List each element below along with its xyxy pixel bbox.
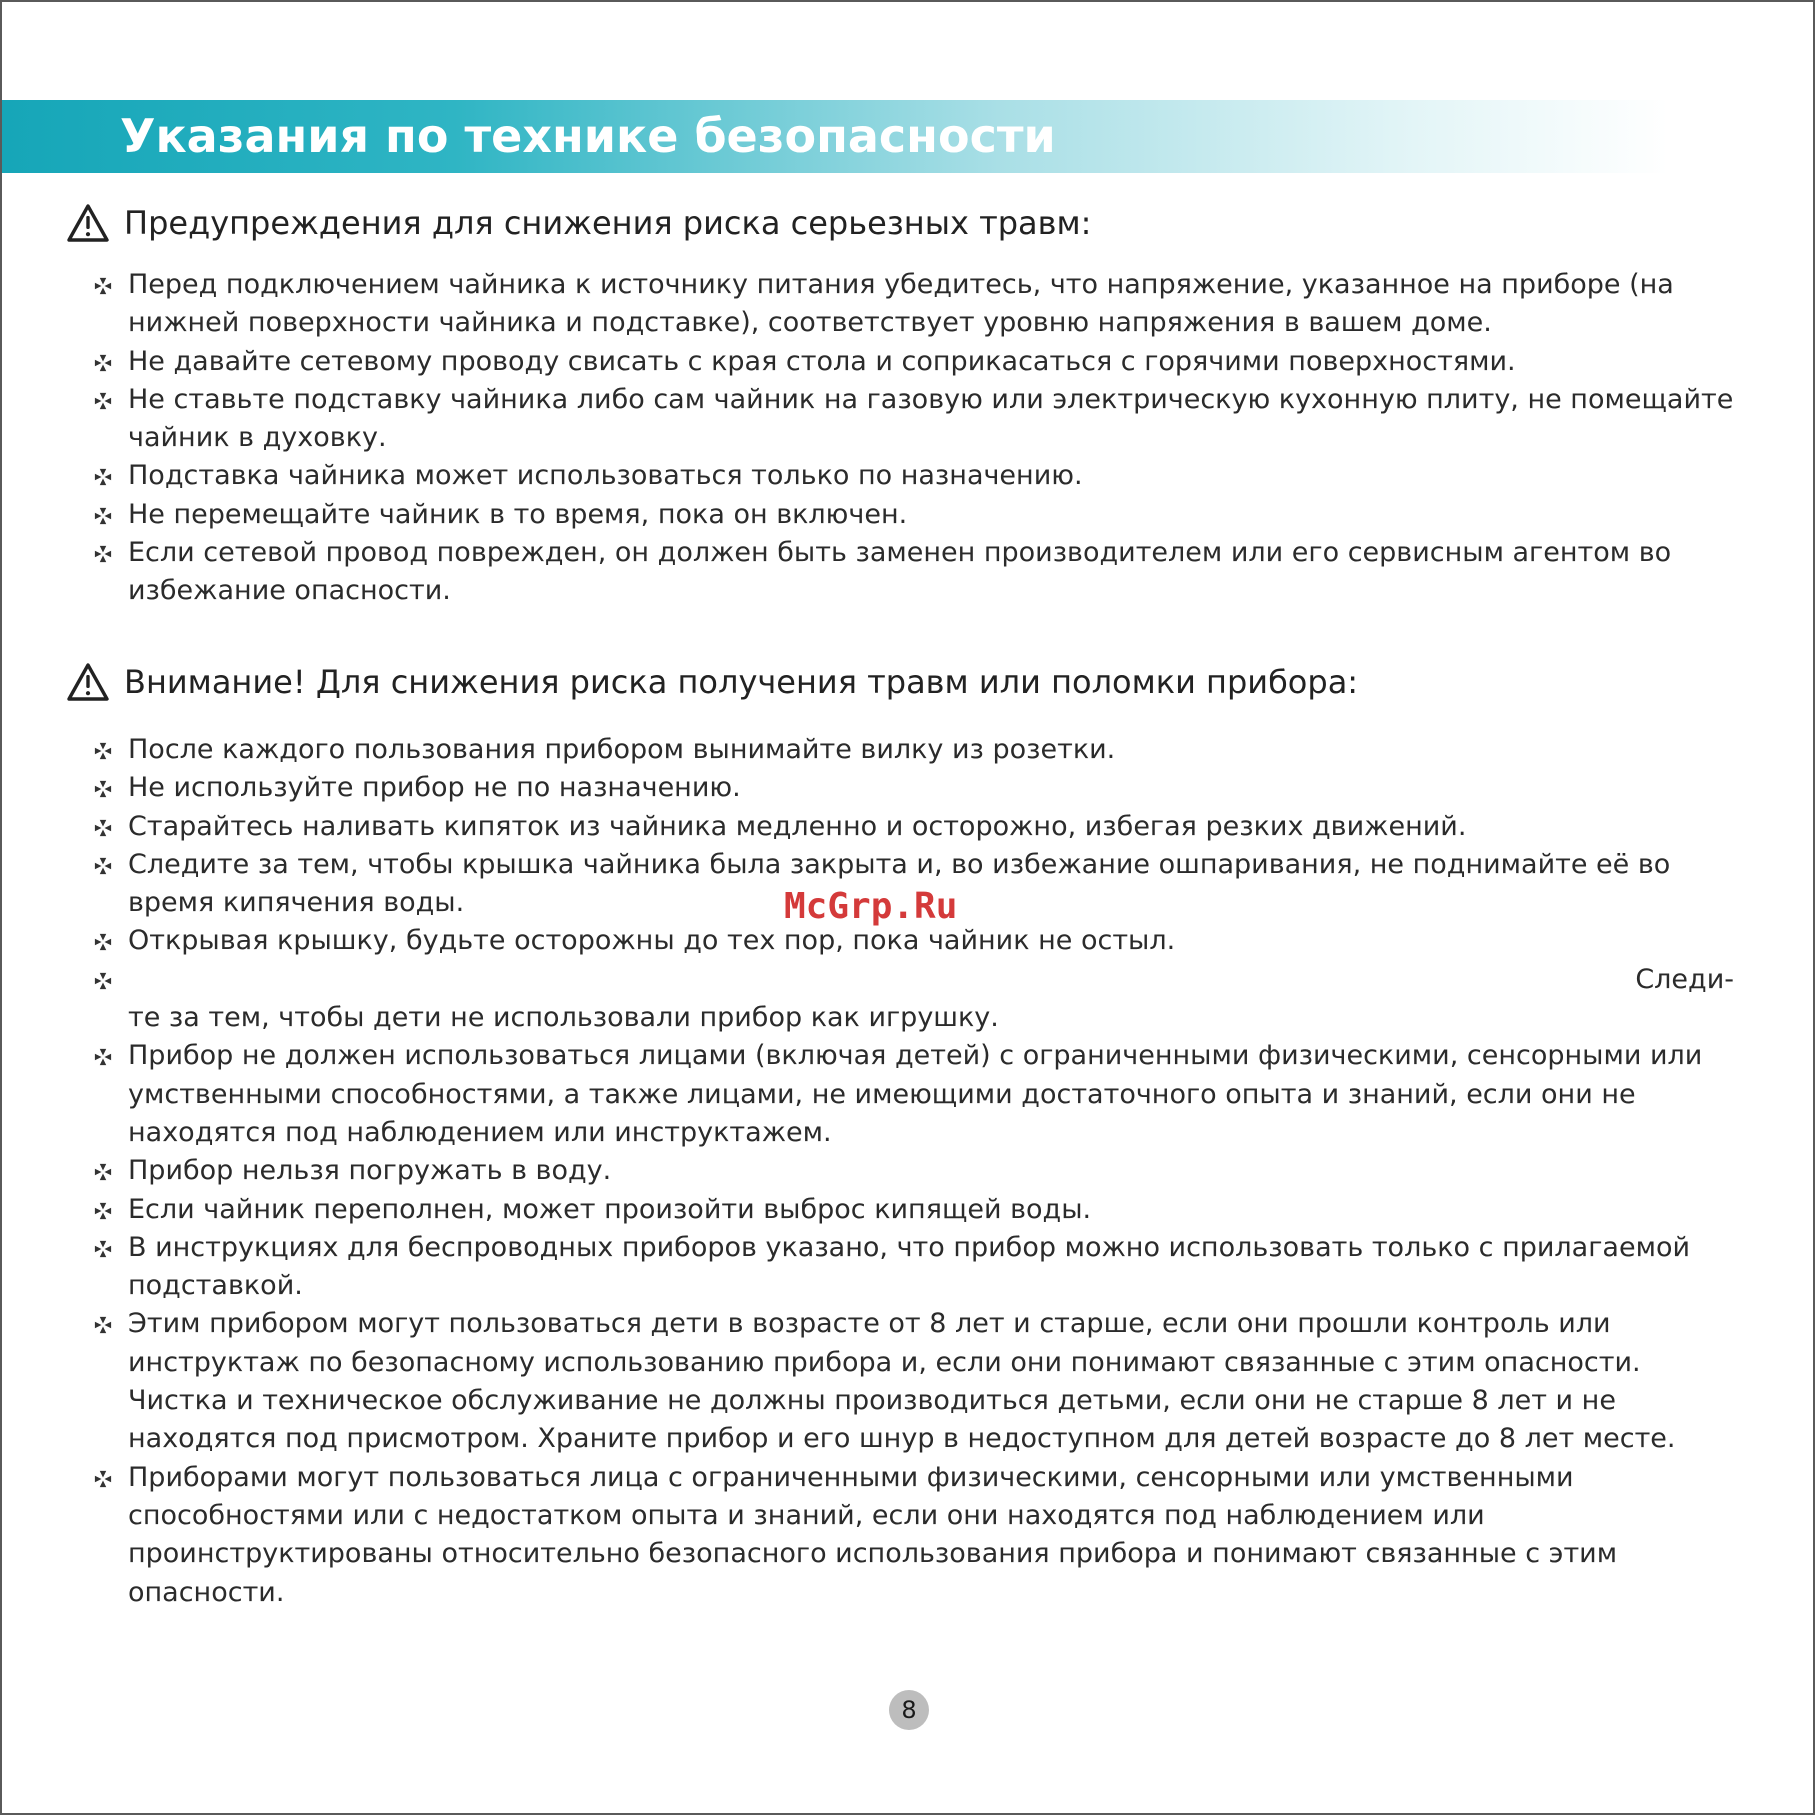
maltese-cross-icon <box>94 507 112 525</box>
section-heading-text: Внимание! Для снижения риска получения травм или поломки прибора: <box>124 663 1359 701</box>
list-item: Старайтесь наливать кипяток из чайника медленно и осторожно, избегая резких движений. <box>94 808 1734 846</box>
section-heading-warnings <box>66 203 1091 243</box>
list-item: Не перемещайте чайник в то время, пока он включен. <box>94 496 1734 534</box>
list-item: Прибор не должен использоваться лицами (включая детей) с ограниченными физическими, сенсорными или умственными способностями, а также лицами, не имеющими достаточного опыта и знаний, если они не находятся под наблюдением или инструктажем. <box>94 1037 1734 1152</box>
split-item-second-line: те за тем, чтобы дети не использовали прибор как игрушку. <box>128 1002 999 1034</box>
list-item: Подставка чайника может использоваться только по назначению. <box>94 457 1734 495</box>
maltese-cross-icon <box>94 1202 112 1220</box>
maltese-cross-icon <box>94 780 112 798</box>
maltese-cross-icon <box>94 933 112 951</box>
caution-list <box>94 731 1734 1612</box>
split-item-first-line: Следи- <box>1635 963 1734 995</box>
maltese-cross-icon <box>94 468 112 486</box>
title-banner <box>2 100 1813 173</box>
maltese-cross-icon <box>94 1316 112 1334</box>
maltese-cross-icon <box>94 972 112 990</box>
list-item: После каждого пользования прибором вынимайте вилку из розетки. <box>94 731 1734 769</box>
list-item: Не давайте сетевому проводу свисать с края стола и соприкасаться с горячими поверхностями. <box>94 343 1734 381</box>
warning-triangle-icon <box>66 203 110 243</box>
watermark: McGrp.Ru <box>784 886 958 927</box>
maltese-cross-icon <box>94 1240 112 1258</box>
page-number: 8 <box>889 1690 929 1730</box>
maltese-cross-icon <box>94 1163 112 1181</box>
list-item: Если сетевой провод поврежден, он должен быть заменен производителем или его сервисным агентом во избежание опасности. <box>94 534 1734 611</box>
warning-triangle-icon <box>66 662 110 702</box>
list-item: Приборами могут пользоваться лица с ограниченными физическими, сенсорными или умственными способностями или с недостатком опыта и знаний, если они находятся под наблюдением или проинструктированы относительно безопасного использования прибора и понимают связанные с этим опасности. <box>94 1459 1734 1612</box>
warnings-list <box>94 266 1734 611</box>
section-heading-text: Предупреждения для снижения риска серьезных травм: <box>124 204 1092 242</box>
section-heading-caution <box>66 662 1358 702</box>
maltese-cross-icon <box>94 857 112 875</box>
maltese-cross-icon <box>94 354 112 372</box>
maltese-cross-icon <box>94 819 112 837</box>
list-item: Перед подключением чайника к источнику питания убедитесь, что напряжение, указанное на приборе (на нижней поверхности чайника и подставке), соответствует уровню напряжения в вашем доме. <box>94 266 1734 343</box>
maltese-cross-icon <box>94 1470 112 1488</box>
maltese-cross-icon <box>94 277 112 295</box>
list-item: Этим прибором могут пользоваться дети в возрасте от 8 лет и старше, если они прошли контроль или инструктаж по безопасному использованию прибора и, если они понимают связанные с этим опасности. Чистка и техническое обслуживание не должны производиться детьми, если они не старше 8 лет и не находятся под присмотром. Храните прибор и его шнур в недоступном для детей возрасте до 8 лет месте. <box>94 1305 1734 1458</box>
maltese-cross-icon <box>94 1048 112 1066</box>
maltese-cross-icon <box>94 742 112 760</box>
list-item: Не ставьте подставку чайника либо сам чайник на газовую или электрическую кухонную плиту, не помещайте чайник в духовку. <box>94 381 1734 458</box>
maltese-cross-icon <box>94 545 112 563</box>
list-item: В инструкциях для беспроводных приборов указано, что прибор можно использовать только с прилагаемой подставкой. <box>94 1229 1734 1306</box>
maltese-cross-icon <box>94 392 112 410</box>
page-title: Указания по технике безопасности <box>120 109 1056 163</box>
list-item: Не используйте прибор не по назначению. <box>94 769 1734 807</box>
list-item: Открывая крышку, будьте осторожны до тех пор, пока чайник не остыл. <box>94 922 1734 960</box>
list-item: Следите за тем, чтобы крышка чайника была закрыта и, во избежание ошпаривания, не поднимайте её во время кипячения воды. <box>94 846 1734 923</box>
list-item: Если чайник переполнен, может произойти выброс кипящей воды. <box>94 1191 1734 1229</box>
list-item: Прибор нельзя погружать в воду. <box>94 1152 1734 1190</box>
list-item-split <box>94 961 1734 1038</box>
